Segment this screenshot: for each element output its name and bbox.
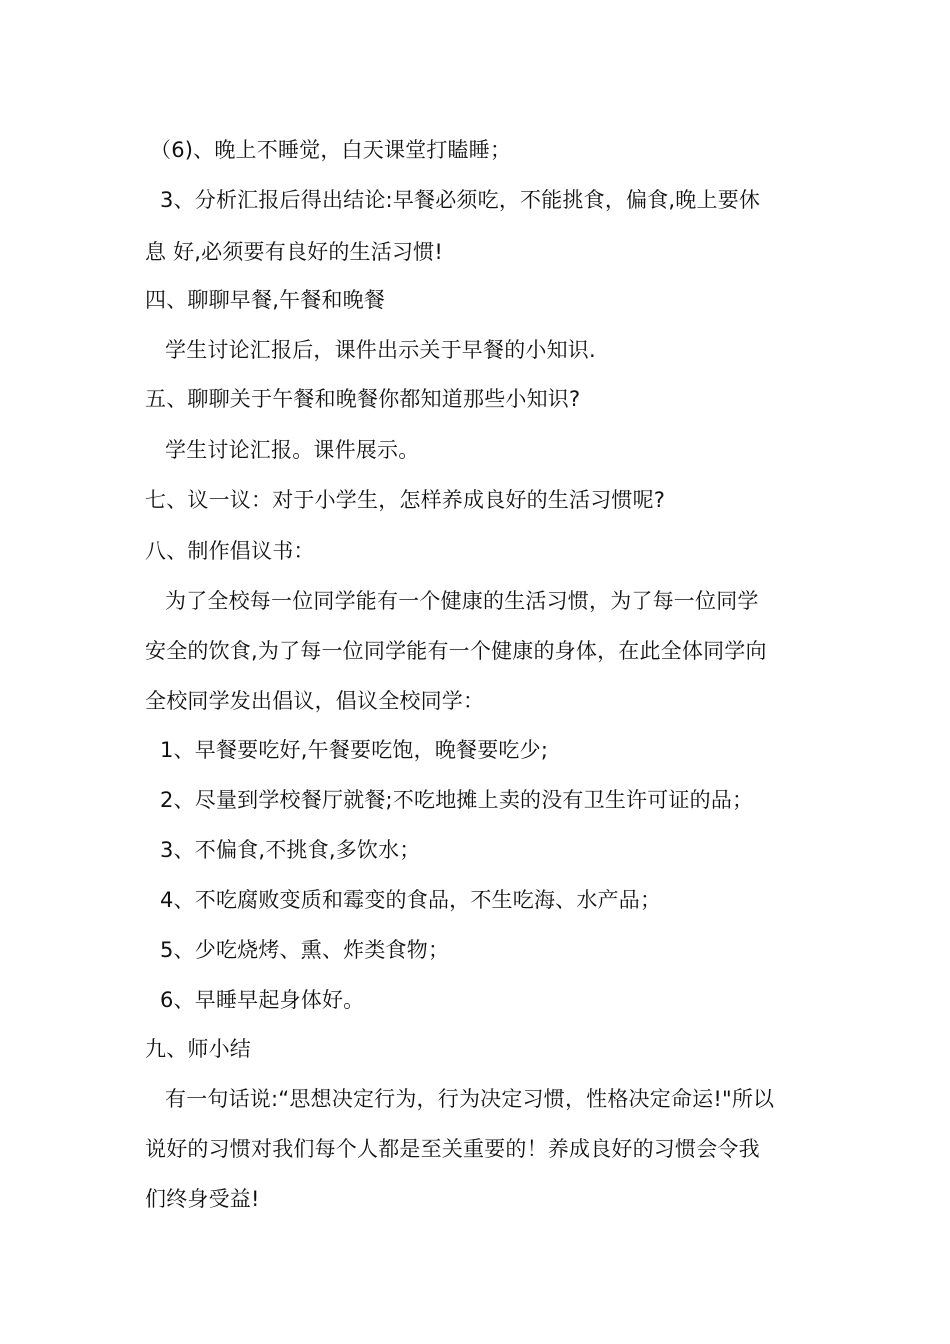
text-line-1: （6)、晚上不睡觉，白天课堂打瞌睡； — [150, 138, 512, 162]
list-item-4: 4、不吃腐败变质和霉变的食品，不生吃海、水产品； — [160, 888, 662, 912]
text-line-3: 息 好,必须要有良好的生活习惯! — [145, 240, 443, 264]
text-line-22: 们终身受益! — [145, 1187, 260, 1211]
section-heading-8: 八、制作倡议书： — [145, 539, 315, 563]
text-line-12: 全校同学发出倡议，倡议全校同学： — [145, 689, 485, 713]
list-item-5: 5、少吃烧烤、熏、炸类食物； — [160, 938, 450, 962]
list-item-3: 3、不偏食,不挑食,多饮水； — [160, 838, 421, 862]
section-heading-7: 七、议一议：对于小学生，怎样养成良好的生活习惯呢? — [145, 488, 666, 512]
text-line-7: 学生讨论汇报。课件展示。 — [165, 438, 420, 462]
section-heading-5: 五、聊聊关于午餐和晚餐你都知道那些小知识? — [145, 387, 581, 411]
list-item-6: 6、早睡早起身体好。 — [160, 988, 365, 1012]
text-line-10: 为了全校每一位同学能有一个健康的生活习惯，为了每一位同学 — [165, 589, 759, 613]
list-item-1: 1、早餐要吃好,午餐要吃饱，晚餐要吃少; — [160, 738, 549, 762]
section-heading-4: 四、聊聊早餐,午餐和晚餐 — [145, 288, 386, 312]
text-line-2: 3、分析汇报后得出结论:早餐必须吃，不能挑食，偏食,晚上要休 — [160, 188, 761, 212]
text-line-5: 学生讨论汇报后，课件出示关于早餐的小知识. — [165, 338, 596, 362]
text-line-20: 有一句话说:“思想决定行为，行为决定习惯，性格决定命运!"所以 — [165, 1087, 775, 1111]
text-line-11: 安全的饮食,为了每一位同学能有一个健康的身体，在此全体同学向 — [145, 639, 767, 663]
text-line-21: 说好的习惯对我们每个人都是至关重要的！养成良好的习惯会令我 — [145, 1137, 760, 1161]
section-heading-9: 九、师小结 — [145, 1037, 251, 1061]
list-item-2: 2、尽量到学校餐厅就餐;不吃地摊上卖的没有卫生许可证的品； — [160, 788, 754, 812]
